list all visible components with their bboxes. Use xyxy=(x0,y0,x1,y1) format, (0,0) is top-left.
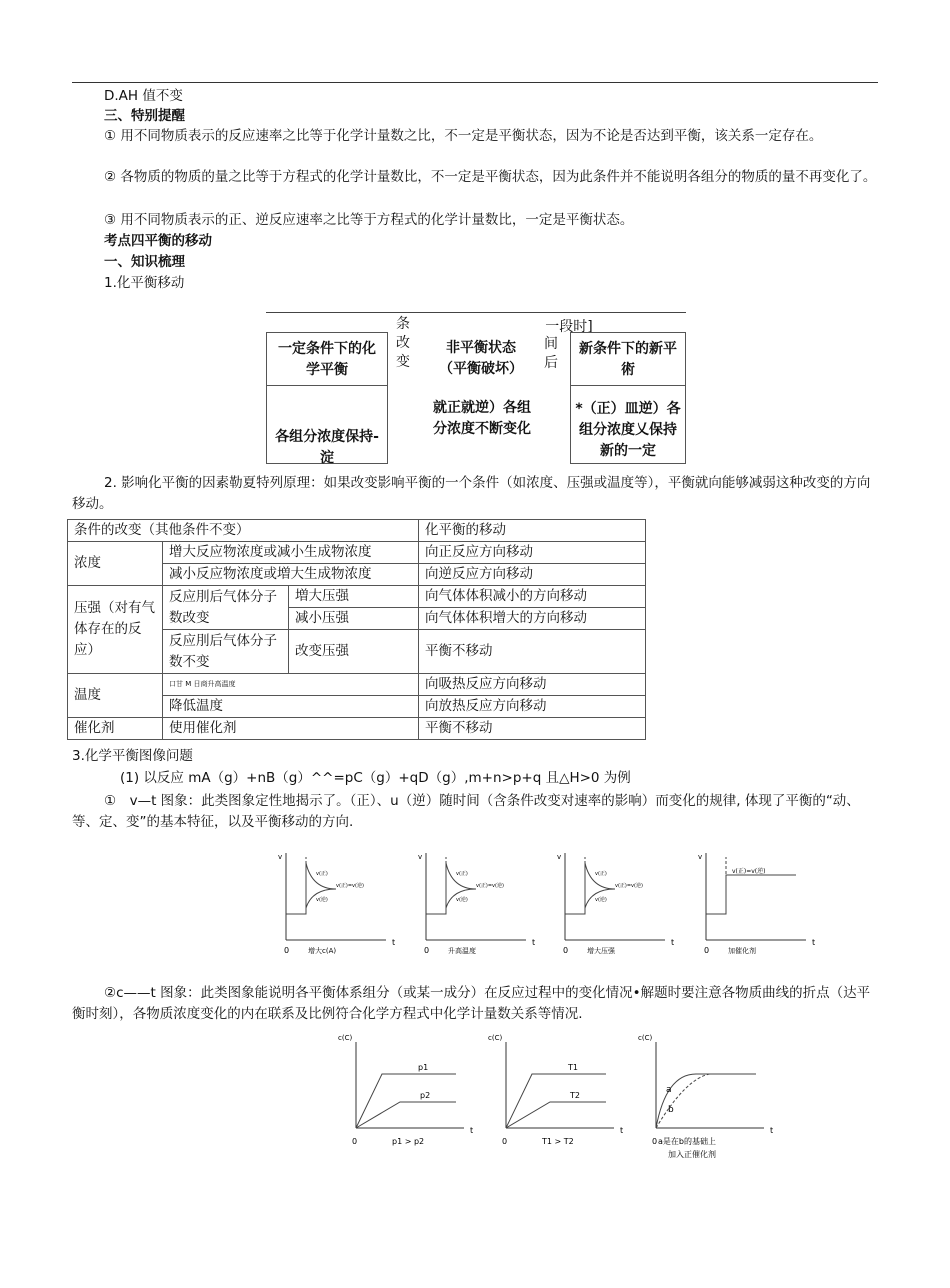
curve-upper-label: T1 xyxy=(568,1063,578,1072)
cell: 反应刖后气体分子数不变 xyxy=(163,630,289,674)
row-temperature: 温度 xyxy=(68,674,163,718)
curve-lower-label: p2 xyxy=(420,1091,431,1100)
row-concentration: 浓度 xyxy=(68,542,163,586)
new-equilibrium-state: *（正）皿逆）各组分浓度乂保持新的一定 xyxy=(575,401,681,459)
y-axis-label: v xyxy=(418,853,423,861)
rate-step xyxy=(286,863,306,914)
cell: 平衡不移动 xyxy=(419,630,646,674)
cell: 降低温度 xyxy=(163,696,419,718)
vt-description: ① v—t 图象：此类图象定性地揭示了。（正）、u（逆）随时间（含条件改变对速率的影响）而变化的规律, 体现了平衡的“动、等、定、变”的基本特征，以及平衡移动的方向. xyxy=(72,793,860,830)
graph-caption: 升高温度 xyxy=(448,947,476,955)
vt-graph xyxy=(698,853,815,955)
forward-rate-label: v(正) xyxy=(595,871,607,877)
equilibrium-shift-diagram xyxy=(266,312,686,464)
cell: 平衡不移动 xyxy=(419,718,646,740)
y-axis-label: c(C) xyxy=(488,1034,503,1042)
x-axis-label: t xyxy=(392,938,396,947)
diagram-top-rule xyxy=(266,312,686,313)
cell: 减小反应物浓度或増大生成物浓度 xyxy=(163,564,419,586)
arrow1-char-1: 条 xyxy=(396,316,410,332)
rate-step xyxy=(426,863,446,914)
graph-caption: p1 > p2 xyxy=(392,1137,425,1146)
non-equilibrium-label: 非平衡状态 （平衡破坏） xyxy=(439,340,523,377)
graph-caption: 增大c(A) xyxy=(308,947,337,955)
ct-graph xyxy=(488,1034,623,1146)
reverse-rate-label: v(逆) xyxy=(595,897,607,903)
origin-label: 0 xyxy=(563,946,569,955)
table-row xyxy=(68,674,646,696)
header-rule xyxy=(72,82,878,83)
curve-lower xyxy=(356,1102,456,1128)
x-axis-label: t xyxy=(470,1126,474,1135)
arrow1-char-2: 改 xyxy=(396,335,410,351)
tip-2: ② 各物质的物质的量之比等于方程式的化学计量数比，不一定是平衡状态，因为此条件并不能说明各组分的物质的量不再变化了。 xyxy=(104,169,877,185)
ct-description: ②c——t 图象：此类图象能说明各平衡体系组分（或某一成分）在反应过程中的变化情况•解题时要注意各物质曲线的折点（达平衡时刻），各物质浓度变化的内在联系及比例符合化学方程式中化学计量数关系等情况. xyxy=(72,985,871,1022)
equal-rate-label: v(正)=v(逆) xyxy=(615,883,643,889)
graph-caption: a是在b的基础上 xyxy=(658,1137,716,1146)
origin-label: 0 xyxy=(424,946,430,955)
arrow2-char-2: 后 xyxy=(544,355,558,371)
x-axis-label: t xyxy=(671,938,675,947)
item-3-heading: 3.化学平衡图像问题 xyxy=(72,748,193,764)
arrow1-char-3: 变 xyxy=(396,354,410,370)
vt-graph xyxy=(278,853,395,955)
x-axis-label: t xyxy=(770,1126,774,1135)
rate-line xyxy=(706,875,796,914)
cell: 使用催化剂 xyxy=(163,718,419,740)
ct-graph xyxy=(338,1034,473,1146)
curve-lower-label: T2 xyxy=(570,1091,580,1100)
curve-a-label: a xyxy=(666,1085,672,1095)
equal-rate-label: v(正)=v(逆) xyxy=(476,883,504,889)
section-title-knowledge: 一、知识梳理 xyxy=(104,254,185,270)
cell: 向逆反应方向移动 xyxy=(419,564,646,586)
y-axis-label: v xyxy=(557,853,562,861)
tip-1: ① 用不同物质表示的反应速率之比等于化学计量数之比，不一定是平衡状态，因为不论是否达到平衡，该关系一定存在。 xyxy=(104,128,823,144)
curve-a xyxy=(656,1074,756,1128)
row-catalyst: 催化剂 xyxy=(68,718,163,740)
y-axis-label: c(C) xyxy=(338,1034,353,1042)
curve-upper xyxy=(356,1074,456,1128)
ct-graph xyxy=(638,1034,773,1159)
header-condition: 条件的改变（其他条件不变） xyxy=(68,520,419,542)
origin-label: 0 xyxy=(652,1137,658,1146)
y-axis-label: v xyxy=(278,853,283,861)
cell: 反应刖后气体分子数改变 xyxy=(163,586,289,630)
reaction-example: (1) 以反应 mA（g）+nB（g）^^=pC（g）+qD（g）,m+n>p+q 且△H>0 为例 xyxy=(120,770,631,786)
kaodian-title: 考点四平衡的移动 xyxy=(104,233,212,249)
cell: 向吸热反应方向移动 xyxy=(419,674,646,696)
initial-equilibrium-label: 一定条件下的化学平衡 xyxy=(278,341,376,378)
x-axis-label: t xyxy=(812,938,816,947)
cell: 増大压强 xyxy=(289,586,419,608)
curve-lower xyxy=(506,1102,606,1128)
initial-equilibrium-state: 各组分浓度保持-淀 xyxy=(275,429,379,466)
reverse-rate-label: v(逆) xyxy=(456,897,468,903)
y-axis-label: c(C) xyxy=(638,1034,653,1042)
x-axis-label: t xyxy=(620,1126,624,1135)
origin-label: 0 xyxy=(502,1137,508,1146)
cell: 减小压强 xyxy=(289,608,419,630)
cell: 口甘 M 日商升高温度 xyxy=(163,674,419,696)
equal-rate-label: v(正)=v(逆) xyxy=(336,883,364,889)
arrow2-char-1: 间 xyxy=(544,336,558,352)
item-1-heading: 1.化平衡移动 xyxy=(104,275,185,291)
graph-caption: 加催化剂 xyxy=(728,947,756,955)
graph-caption: 增大压强 xyxy=(587,947,615,955)
ct-graphs xyxy=(0,1028,950,1163)
table-row xyxy=(68,718,646,740)
vt-graphs xyxy=(0,845,950,965)
origin-label: 0 xyxy=(704,946,710,955)
cell: 向气体体积减小的方向移动 xyxy=(419,586,646,608)
row-pressure: 压强（对有气体存在的反应） xyxy=(68,586,163,674)
forward-rate-label: v(正) xyxy=(316,871,328,877)
origin-label: 0 xyxy=(352,1137,358,1146)
option-d: D.AH 值不变 xyxy=(104,88,183,104)
cell: 向气体体积增大的方向移动 xyxy=(419,608,646,630)
table-row xyxy=(68,542,646,564)
curve-b-label: b xyxy=(668,1105,674,1115)
reverse-rate-label: v(逆) xyxy=(316,897,328,903)
cell: 增大反应物浓度或减小生成物浓度 xyxy=(163,542,419,564)
curve-upper-label: p1 xyxy=(418,1063,429,1072)
cell: 向正反应方向移动 xyxy=(419,542,646,564)
table-row xyxy=(68,586,646,608)
item-2-le-chatelier: 2. 影响化平衡的因素勒夏特列原理：如果改变影响平衡的一个条件（如浓度、压强或温度等），平衡就向能够减弱这种改变的方向移动。 xyxy=(72,475,871,512)
table-row xyxy=(68,520,646,542)
x-axis-label: t xyxy=(532,938,536,947)
vt-graph xyxy=(557,853,674,955)
curve-upper xyxy=(506,1074,606,1128)
forward-rate-label: v(正) xyxy=(456,871,468,877)
cell: 改变压强 xyxy=(289,630,419,674)
rate-step xyxy=(565,863,585,914)
rate-label: v(正)=v(逆) xyxy=(732,868,766,875)
graph-caption-line2: 加入正催化剂 xyxy=(668,1150,716,1159)
arrow2-top-label: 一段时] xyxy=(545,319,593,335)
cell: 向放热反应方向移动 xyxy=(419,696,646,718)
non-equilibrium-state: 就正就逆）各组分浓度不断变化 xyxy=(433,400,531,437)
equilibrium-factor-table xyxy=(67,519,646,740)
section-title-reminder: 三、特别提醒 xyxy=(104,108,185,124)
vt-graph xyxy=(418,853,535,955)
y-axis-label: v xyxy=(698,853,703,861)
graph-caption: T1 > T2 xyxy=(542,1137,574,1146)
origin-label: 0 xyxy=(284,946,290,955)
tip-3: ③ 用不同物质表示的正、逆反应速率之比等于方程式的化学计量数比，一定是平衡状态。 xyxy=(104,212,634,228)
new-equilibrium-label: 新条件下的新平術 xyxy=(579,341,677,378)
header-shift: 化平衡的移动 xyxy=(419,520,646,542)
